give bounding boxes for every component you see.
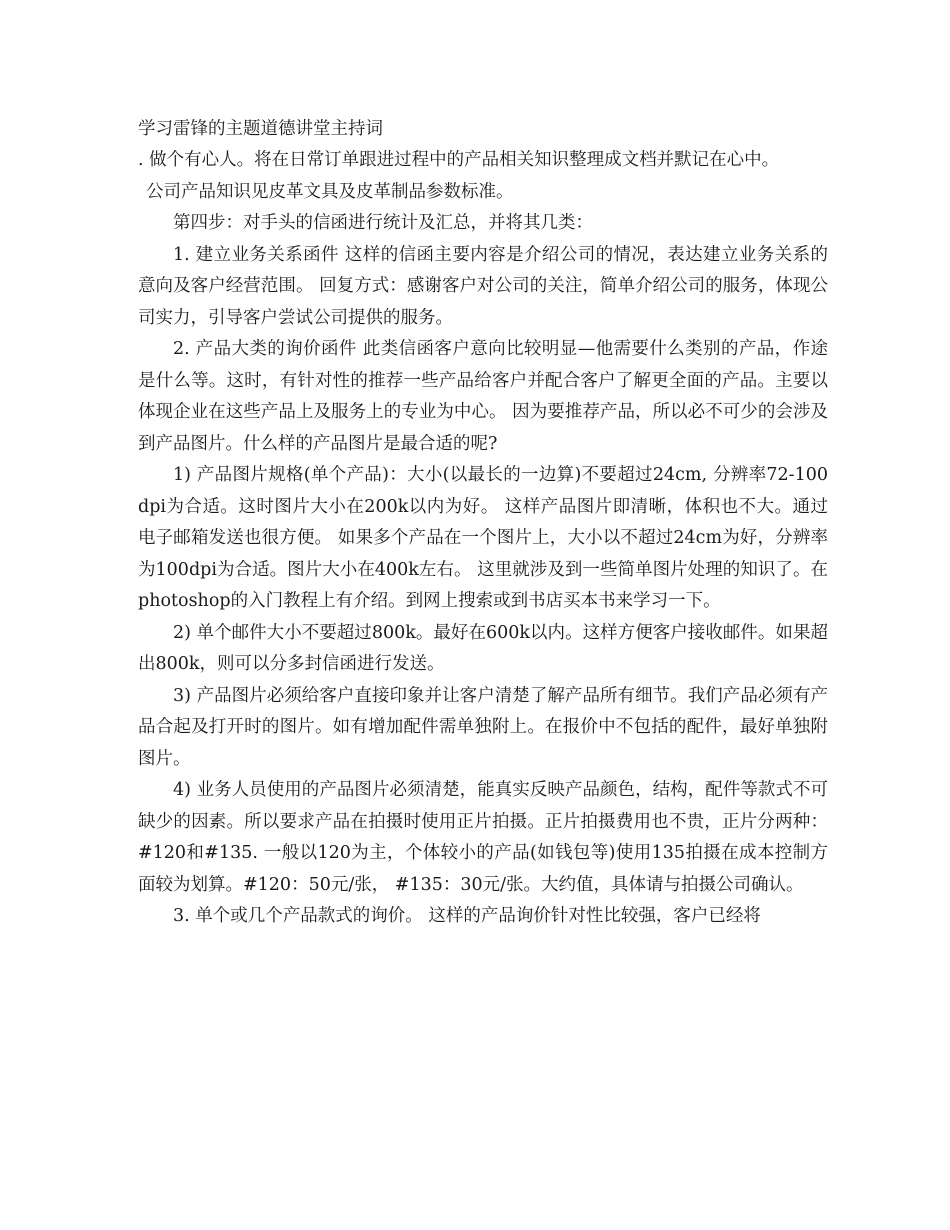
paragraph-3: 第四步：对手头的信函进行统计及汇总，并将其几类： — [173, 213, 593, 233]
paragraph-10: 3. 单个或几个产品款式的询价。 这样的产品询价针对性比较强，客户已经将 — [173, 906, 761, 926]
paragraph-5: 2. 产品大类的询价函件 此类信函客户意向比较明显—他需要什么类别的产品，作途是什么等。这时，有针对性的推荐一些产品给客户并配合客户了解更全面的产品。主要以体现企业在这些产品上及服务上的专业为中心。 因为要推荐产品，所以必不可少的会涉及到产品图片。什么样的产品图片是最合适的呢? — [138, 339, 828, 454]
paragraph-9: 4) 业务人员使用的产品图片必须清楚，能真实反映产品颜色，结构，配件等款式不可缺少的因素。所以要求产品在拍摄时使用正片拍摄。正片拍摄费用也不贵，正片分两种：#120和#135. 一般以120为主，个体较小的产品(如钱包等)使用135拍摄在成本控制方面较为划算。#120：50元/张， #135：30元/张。大约值，具体请与拍摄公司确认。 — [138, 780, 828, 895]
paragraph-7: 2) 单个邮件大小不要超过800k。最好在600k以内。这样方便客户接收邮件。如果超出800k，则可以分多封信函进行发送。 — [138, 622, 828, 674]
paragraph-4: 1. 建立业务关系函件 这样的信函主要内容是介绍公司的情况，表达建立业务关系的意向及客户经营范围。 回复方式：感谢客户对公司的关注，简单介绍公司的服务，体现公司实力，引导客户尝试公司提供的服务。 — [138, 244, 828, 328]
paragraph-1: . 做个有心人。将在日常订单跟进过程中的产品相关知识整理成文档并默记在心中。 — [138, 150, 780, 170]
document-body — [138, 113, 828, 933]
paragraph-6: 1) 产品图片规格(单个产品)：大小(以最长的一边算)不要超过24cm, 分辨率72-100 dpi为合适。这时图片大小在200k以内为好。 这样产品图片即清晰，体积也不大。通过电子邮箱发送也很方便。 如果多个产品在一个图片上，大小以不超过24cm为好，分辨率为100dpi为合适。图片大小在400k左右。 这里就涉及到一些简单图片处理的知识了。在photoshop的入门教程上有介绍。到网上搜索或到书店买本书来学习一下。 — [138, 465, 828, 611]
paragraph-8: 3) 产品图片必须给客户直接印象并让客户清楚了解产品所有细节。我们产品必须有产品合起及打开时的图片。如有增加配件需单独附上。在报价中不包括的配件，最好单独附图片。 — [138, 685, 828, 769]
document-title: 学习雷锋的主题道德讲堂主持词 — [138, 119, 383, 139]
paragraph-2: 公司产品知识见皮革文具及皮革制品参数标准。 — [146, 181, 514, 202]
